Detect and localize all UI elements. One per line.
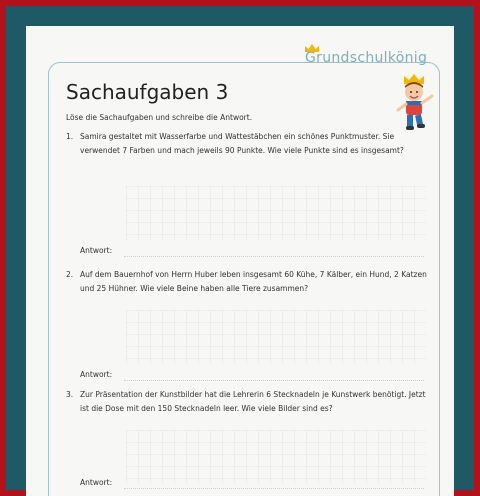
work-grid[interactable] xyxy=(126,430,426,484)
task-text: Samira gestaltet mit Wasserfarbe und Wattestäbchen ein schönes Punktmuster. Sie verwendet 7 Farben und mach jeweils 90 Punkte. Wie viele Punkte sind es insgesamt? xyxy=(80,132,404,155)
answer-label: Antwort: xyxy=(80,478,113,487)
brand-logo-text: Grundschulkönig xyxy=(305,50,428,66)
worksheet-page xyxy=(26,26,454,496)
work-grid[interactable] xyxy=(126,186,426,240)
outer-frame xyxy=(6,6,474,490)
answer-line[interactable] xyxy=(124,488,424,489)
answer-label: Antwort: xyxy=(80,246,113,255)
task-number: 3. xyxy=(66,390,74,399)
instruction-text: Löse die Sachaufgaben und schreibe die Antwort. xyxy=(66,113,253,122)
answer-label: Antwort: xyxy=(80,370,113,379)
task-number: 2. xyxy=(66,270,74,279)
king-boy-illustration xyxy=(392,72,440,132)
answer-line[interactable] xyxy=(124,256,424,257)
work-grid[interactable] xyxy=(126,310,426,364)
task-text: Auf dem Bauernhof von Herrn Huber leben insgesamt 60 Kühe, 7 Kälber, ein Hund, 2 Katzen und 25 Hühner. Wie viele Beine haben alle Tiere zusammen? xyxy=(80,270,427,293)
answer-line[interactable] xyxy=(124,380,424,381)
task-text: Zur Präsentation der Kunstbilder hat die Lehrerin 6 Stecknadeln je Kunstwerk benötigt. Jetzt ist die Dose mit den 150 Stecknadeln leer. Wie viele Bilder sind es? xyxy=(80,390,426,413)
page-title: Sachaufgaben 3 xyxy=(66,80,229,104)
task-number: 1. xyxy=(66,132,74,141)
